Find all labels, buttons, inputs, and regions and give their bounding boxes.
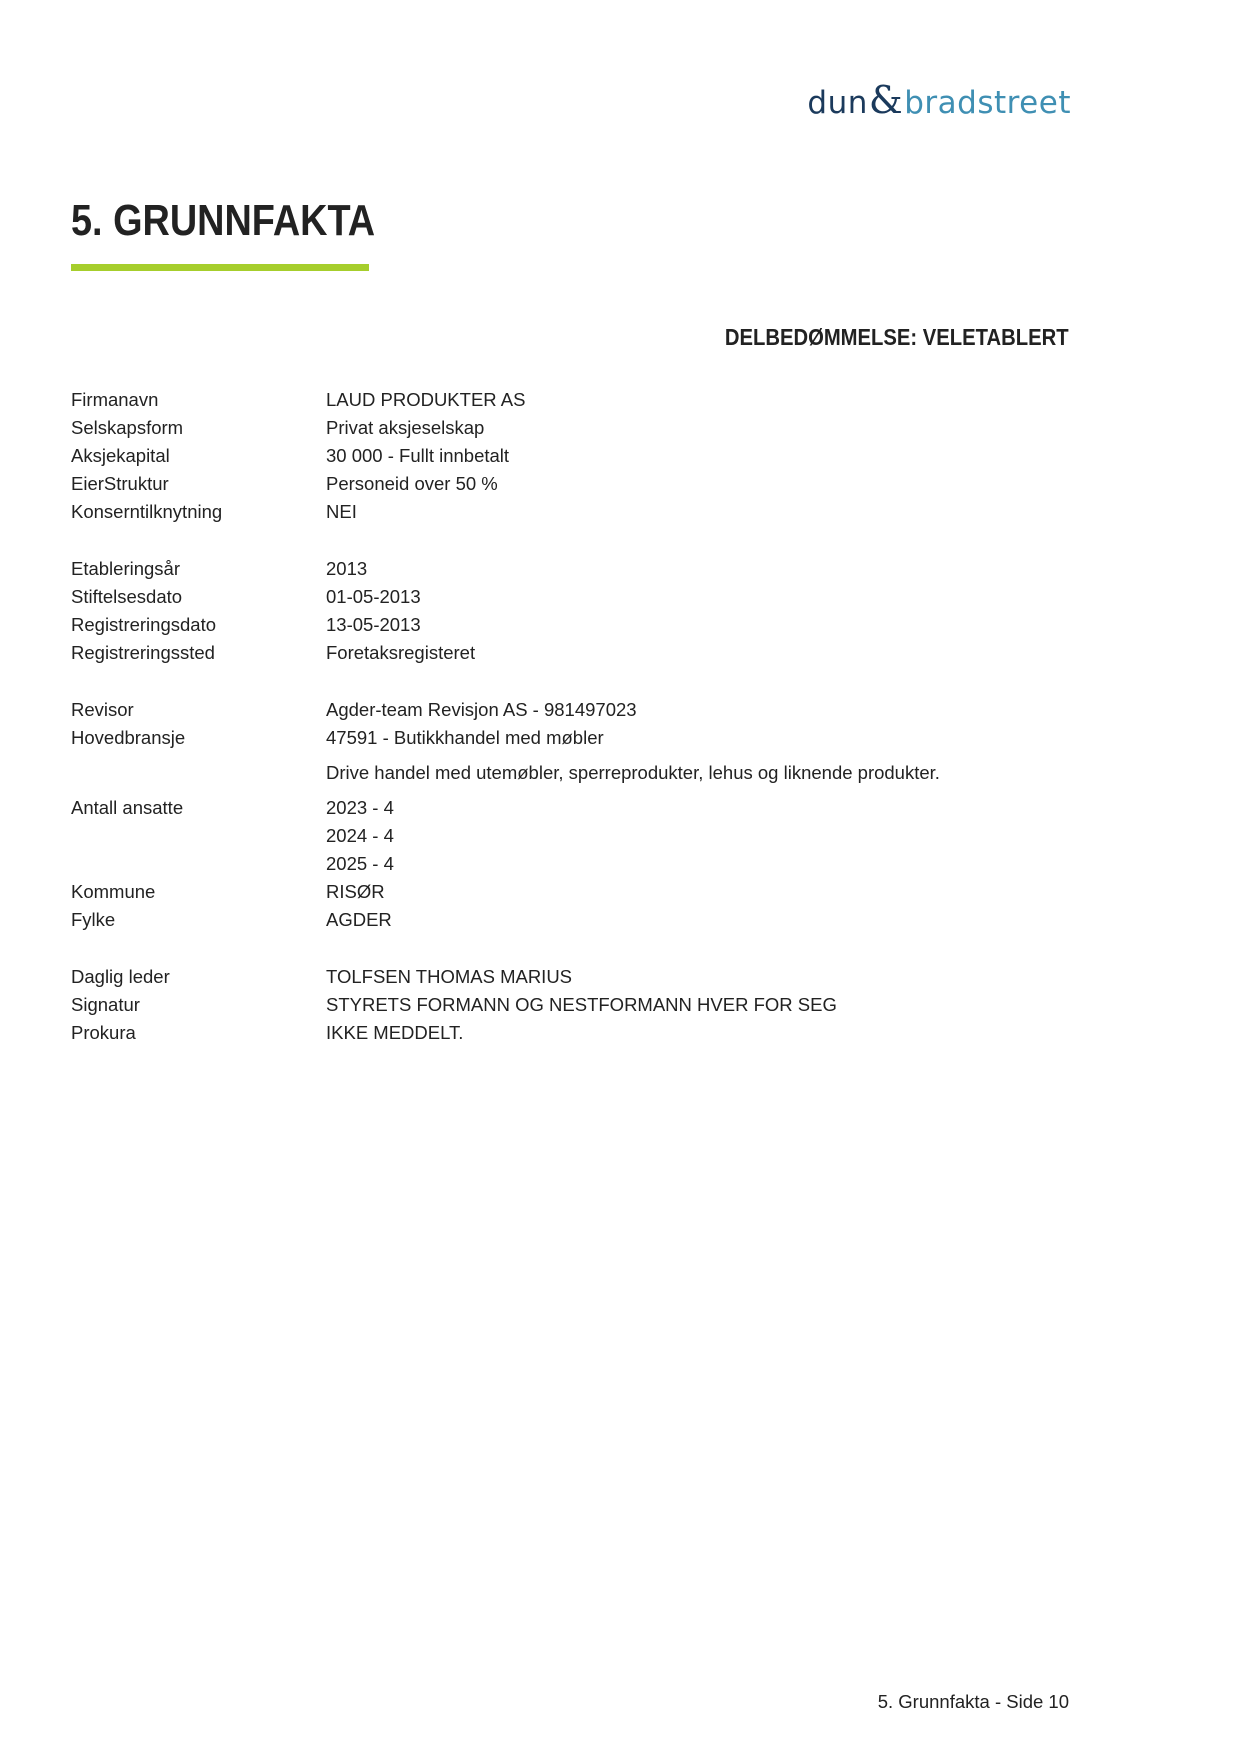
- fact-label: Etableringsår: [71, 558, 181, 579]
- fact-value: 2024 - 4: [326, 825, 394, 846]
- fact-label: EierStruktur: [71, 473, 169, 494]
- fact-label: Fylke: [71, 909, 116, 930]
- fact-row-antall-ansatte: [71, 794, 1071, 822]
- fact-row-etableringsaar: [71, 555, 1071, 583]
- fact-value: TOLFSEN THOMAS MARIUS: [326, 966, 573, 987]
- fact-label-empty: [71, 850, 326, 878]
- fact-label: Registreringsdato: [71, 614, 216, 635]
- fact-label: Registreringssted: [71, 642, 215, 663]
- fact-row-antall-ansatte-2025: [71, 850, 1071, 878]
- fact-value: 01-05-2013: [326, 586, 421, 607]
- fact-value: 2025 - 4: [326, 853, 394, 874]
- fact-value: 30 000 - Fullt innbetalt: [326, 445, 510, 466]
- dun-bradstreet-logo: [807, 78, 1071, 122]
- fact-value: IKKE MEDDELT.: [326, 1022, 464, 1043]
- fact-label: Kommune: [71, 881, 156, 902]
- fact-value: Personeid over 50 %: [326, 473, 498, 494]
- fact-row-registreringssted: [71, 639, 1071, 667]
- fact-row-kommune: [71, 878, 1071, 906]
- logo-text-dun: dun: [807, 85, 868, 121]
- fact-value: AGDER: [326, 909, 392, 930]
- fact-value: Agder-team Revisjon AS - 981497023: [326, 699, 637, 720]
- title-underline: [71, 264, 369, 271]
- logo-text-bradstreet: bradstreet: [904, 85, 1071, 121]
- fact-label: Aksjekapital: [71, 445, 170, 466]
- fact-value: 13-05-2013: [326, 614, 421, 635]
- fact-label: Selskapsform: [71, 417, 184, 438]
- fact-row-revisor: [71, 696, 1071, 724]
- fact-label: Stiftelsesdato: [71, 586, 183, 607]
- page-title: 5. GRUNNFAKTA: [71, 196, 376, 245]
- fact-row-stiftelsesdato: [71, 583, 1071, 611]
- fact-value: Privat aksjeselskap: [326, 417, 485, 438]
- page-footer: 5. Grunnfakta - Side 10: [877, 1691, 1069, 1712]
- fact-value: RISØR: [326, 881, 385, 902]
- fact-row-daglig-leder: [71, 963, 1071, 991]
- fact-label: Antall ansatte: [71, 797, 184, 818]
- fact-label: Signatur: [71, 994, 140, 1015]
- fact-label: Daglig leder: [71, 966, 170, 987]
- fact-label: Hovedbransje: [71, 727, 186, 748]
- fact-label: Prokura: [71, 1022, 136, 1043]
- fact-label: Revisor: [71, 699, 134, 720]
- fact-row-formaal: [71, 759, 1071, 787]
- logo-ampersand: &: [868, 78, 904, 122]
- fact-row-signatur: [71, 991, 1071, 1019]
- fact-row-eierstruktur: [71, 470, 1071, 498]
- fact-row-antall-ansatte-2024: [71, 822, 1071, 850]
- fact-label-empty: [71, 759, 326, 787]
- fact-label: Konserntilknytning: [71, 501, 223, 522]
- rating-heading: DELBEDØMMELSE: VELETABLERT: [725, 324, 1069, 350]
- fact-value: NEI: [326, 501, 357, 522]
- fact-row-fylke: [71, 906, 1071, 934]
- fact-value: STYRETS FORMANN OG NESTFORMANN HVER FOR SEG: [326, 994, 837, 1015]
- fact-row-aksjekapital: [71, 442, 1071, 470]
- fact-row-hovedbransje: [71, 724, 1071, 752]
- fact-row-firmanavn: [71, 386, 1071, 414]
- fact-value: 2013: [326, 558, 368, 579]
- fact-value-purpose: Drive handel med utemøbler, sperreprodukter, lehus og liknende produkter.: [326, 762, 940, 783]
- fact-row-konserntilknytning: [71, 498, 1071, 526]
- fact-label: Firmanavn: [71, 389, 159, 410]
- fact-value: LAUD PRODUKTER AS: [326, 389, 526, 410]
- fact-row-prokura: [71, 1019, 1071, 1047]
- fact-row-selskapsform: [71, 414, 1071, 442]
- fact-value: 2023 - 4: [326, 797, 394, 818]
- fact-row-registreringsdato: [71, 611, 1071, 639]
- fact-value: 47591 - Butikkhandel med møbler: [326, 727, 604, 748]
- fact-value: Foretaksregisteret: [326, 642, 476, 663]
- fact-label-empty: [71, 822, 326, 850]
- facts-table: [71, 386, 1071, 1047]
